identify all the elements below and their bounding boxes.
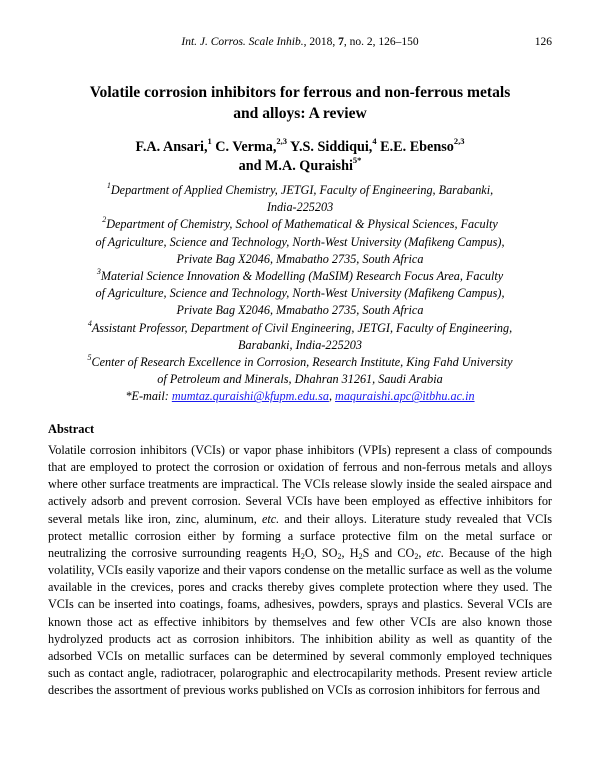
affiliation-line: Department of Applied Chemistry, JETGI, Faculty of Engineering, Barabanki, [110, 183, 494, 197]
email-separator: , [328, 389, 336, 404]
affiliation-line: Center of Research Excellence in Corrosion, Research Institute, King Fahd University [91, 355, 513, 370]
author-line-1 [40, 138, 560, 157]
title-line-1: Volatile corrosion inhibitors for ferrous and non-ferrous metals [89, 84, 511, 101]
affiliation-5 [44, 354, 556, 388]
affiliation-number: 3 [96, 267, 101, 277]
abstract-etc: etc. [261, 511, 280, 526]
running-header [0, 34, 600, 50]
abstract-heading: Abstract [48, 422, 95, 436]
affiliation-line: India-225203 [266, 200, 334, 215]
affiliations [44, 182, 556, 406]
author-line-2 [40, 157, 560, 176]
author-quraishi: and M.A. Quraishi [238, 158, 353, 174]
subscript: 2 [337, 551, 342, 561]
abstract-text: and their alloys. Literature study revealed that VCIs protect metallic corrosion either by forming a surface protective film on the metal surface or neutralizing the corrosive surrounding reagents H [48, 511, 552, 560]
affiliation-4 [44, 320, 556, 354]
author-siddiqui: Y.S. Siddiqui, [287, 139, 373, 155]
abstract-etc: etc [426, 545, 441, 560]
email-link-kfupm[interactable]: mumtaz.quraishi@kfupm.edu.sa [171, 389, 329, 404]
subscript: 2 [358, 551, 363, 561]
affiliation-line: of Agriculture, Science and Technology, North-West University (Mafikeng Campus), [95, 286, 505, 301]
title-line-2: and alloys: A review [233, 105, 367, 122]
affiliation-line: Private Bag X2046, Mmabatho 2735, South Africa [176, 251, 424, 266]
affiliation-line: Barabanki, India-225203 [238, 337, 362, 352]
author-sup: 4 [372, 136, 377, 146]
journal-name: Int. J. Corros. Scale Inhib. [181, 36, 304, 48]
email-label: *E-mail: [125, 389, 172, 404]
affiliation-number: 2 [102, 215, 107, 225]
affiliation-line: of Petroleum and Minerals, Dhahran 31261, Saudi Arabia [157, 372, 443, 387]
abstract-text: , H [341, 545, 359, 560]
author-sup: 5* [352, 155, 362, 165]
author-sup: 1 [207, 136, 212, 146]
citation-issue-pages: , no. 2, 126–150 [343, 36, 419, 48]
affiliation-number: 1 [106, 181, 111, 190]
email-line [44, 388, 556, 405]
journal-citation [0, 34, 600, 50]
affiliation-line: Private Bag X2046, Mmabatho 2735, South Africa [176, 303, 424, 318]
citation-volume: 7 [338, 36, 344, 48]
author-ansari: F.A. Ansari, [135, 139, 208, 155]
abstract-text: , [418, 545, 427, 560]
affiliation-line: Department of Chemistry, School of Mathematical & Physical Sciences, Faculty [106, 217, 498, 232]
abstract-text: . Because of the high volatility, VCIs easily vaporize and their vapors condense on the metallic surface as well as the volume available in the crevices, pores and cracks thereby gives complete protection where they used. The VCIs can be inserted into coatings, foams, adhesives, powders, sprays and plastics. Several VCIs are known those act as effective inhibitors by themselves and few other VCIs are also known those hydrolyzed products act as corrosion inhibitors. The inhibition ability as well as quantity of the adsorbed VCIs on metallic surfaces can be determined by several commonly employed techniques such as contact angle, radiotracer, polarographic and electrocapilarity methods. Present review article describes the assortment of previous works published on VCIs as corrosion inhibitors for ferrous and [48, 545, 553, 698]
author-sup: 2,3 [453, 136, 465, 146]
page-number: 126 [534, 36, 552, 48]
abstract-text: S and CO [362, 545, 415, 560]
affiliation-1 [44, 182, 556, 216]
email-link-itbhu[interactable]: maquraishi.apc@itbhu.ac.in [335, 389, 475, 404]
affiliation-line: of Agriculture, Science and Technology, North-West University (Mafikeng Campus), [95, 234, 505, 249]
citation-year: , 2018, [303, 36, 339, 48]
author-verma: C. Verma, [211, 139, 277, 155]
author-list [40, 138, 560, 176]
affiliation-3 [44, 268, 556, 320]
subscript: 2 [414, 551, 419, 561]
abstract-body [48, 442, 552, 699]
subscript: 2 [300, 551, 305, 561]
affiliation-line: Material Science Innovation & Modelling (MaSIM) Research Focus Area, Faculty [100, 269, 504, 284]
affiliation-line: Assistant Professor, Department of Civil Engineering, JETGI, Faculty of Engineering, [91, 320, 513, 335]
author-sup: 2,3 [276, 136, 288, 146]
affiliation-2 [44, 216, 556, 268]
affiliation-number: 5 [87, 353, 92, 363]
abstract-text: O, SO [304, 545, 338, 560]
affiliation-number: 4 [87, 318, 92, 328]
author-ebenso: E.E. Ebenso [376, 139, 454, 155]
abstract-text: Volatile corrosion inhibitors (VCIs) or vapor phase inhibitors (VPIs) represent a class of compounds that are employed to protect the corrosion or oxidation of ferrous and non-ferrous metals and alloys where other surface treatments are impractical. The VCIs release slowly inside the sealed airspace and actively adsorb and prevent corrosion. Several VCIs have been employed as effective inhibitors for several metals like iron, zinc, aluminum, [48, 443, 552, 526]
paper-title [40, 82, 560, 124]
